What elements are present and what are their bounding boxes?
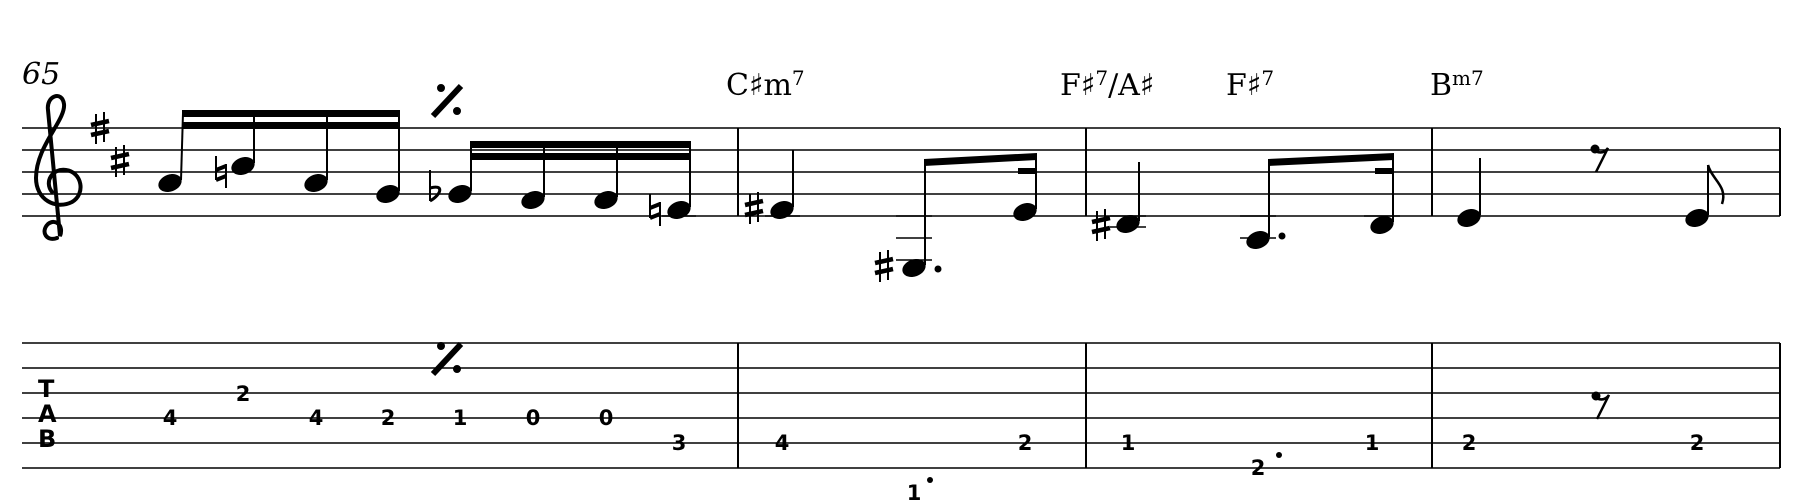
chord-ext: m7: [1452, 66, 1484, 90]
tab-clef-a: A: [38, 400, 57, 428]
tab-number: 1: [906, 481, 922, 500]
note-flag: [1708, 165, 1723, 204]
chord-root: B: [1430, 68, 1453, 103]
note-head: [1455, 206, 1483, 230]
tab-clef-t: T: [38, 375, 55, 403]
measure-number: 65: [22, 57, 61, 92]
ledger-lines: [896, 216, 932, 260]
note-head: [768, 198, 796, 222]
tab-eighth-rest-icon: [1592, 392, 1609, 419]
beam: [470, 141, 691, 148]
chord-bass: /A♯: [1108, 68, 1155, 103]
tab-number: 2: [235, 382, 251, 406]
tab-number: 4: [774, 431, 790, 455]
flat-icon: [430, 170, 440, 201]
note-head: [302, 171, 330, 195]
tab-number: 2: [380, 406, 396, 430]
tab-augmentation-dot: [1276, 452, 1282, 458]
tab-number: 3: [671, 431, 687, 455]
chord-root: C♯m: [726, 68, 792, 103]
tab-clef: [38, 375, 57, 453]
tab-number: 0: [525, 406, 541, 430]
note-head: [592, 188, 620, 212]
tab-number: 2: [1689, 431, 1705, 455]
sharp-icon: [1092, 209, 1110, 241]
measure-3-notes: [1092, 153, 1400, 252]
tab-number: 4: [162, 406, 178, 430]
chord-root: F♯: [1226, 68, 1262, 103]
beam: [1268, 153, 1394, 166]
note-head: [374, 182, 402, 206]
note-head: [519, 188, 547, 212]
beam: [182, 122, 400, 129]
sharp-icon: [745, 192, 763, 224]
beam: [924, 153, 1037, 166]
augmentation-dot: [1279, 233, 1286, 240]
beat-repeat-icon: [433, 85, 461, 117]
treble-clef-icon: [36, 96, 81, 239]
eighth-rest-icon: [1591, 145, 1608, 172]
tab-number: 2: [1017, 431, 1033, 455]
note-head: [1244, 228, 1272, 252]
tab-number: 0: [598, 406, 614, 430]
tab-number: 4: [308, 406, 324, 430]
measure-1-notes: [156, 85, 696, 227]
beam: [182, 110, 400, 117]
chord-symbol-bm7: [1430, 66, 1484, 103]
chord-symbol-csharp-m7: [726, 66, 805, 103]
tab-staff-lines: [22, 343, 1780, 468]
note-head: [1011, 200, 1039, 224]
natural-icon: [650, 194, 660, 226]
note-head: [1683, 206, 1711, 230]
note-head: [665, 198, 693, 222]
tab-number: 1: [452, 406, 468, 430]
note-head: [446, 182, 474, 206]
partial-beam: [1375, 168, 1394, 174]
note-head: [229, 154, 257, 178]
partial-beam: [1018, 168, 1037, 174]
tab-number: 1: [1120, 431, 1136, 455]
chord-ext: 7: [791, 66, 805, 90]
chord-symbol-fsharp7: [1226, 66, 1274, 103]
tab-augmentation-dot: [927, 477, 933, 483]
tab-beat-repeat-icon: [433, 343, 461, 375]
tab-barlines: [738, 343, 1780, 468]
tab-number: 2: [1250, 456, 1266, 480]
chord-root: F♯: [1060, 68, 1096, 103]
augmentation-dot: [935, 266, 942, 273]
tab-fret-numbers: [163, 382, 1705, 500]
tab-number: 2: [1461, 431, 1477, 455]
note-head: [156, 171, 184, 195]
measure-4-notes: [1455, 145, 1724, 230]
key-signature: [91, 112, 129, 177]
tab-clef-b: B: [38, 425, 57, 453]
sharp-icon: [875, 250, 893, 282]
staff-lines: [22, 128, 1780, 216]
tab-number: 1: [1364, 431, 1380, 455]
chord-symbol-fsharp7-over-asharp: [1060, 66, 1154, 103]
chord-ext: 7: [1261, 66, 1275, 90]
beam: [470, 153, 691, 160]
chord-ext: 7: [1095, 66, 1109, 90]
